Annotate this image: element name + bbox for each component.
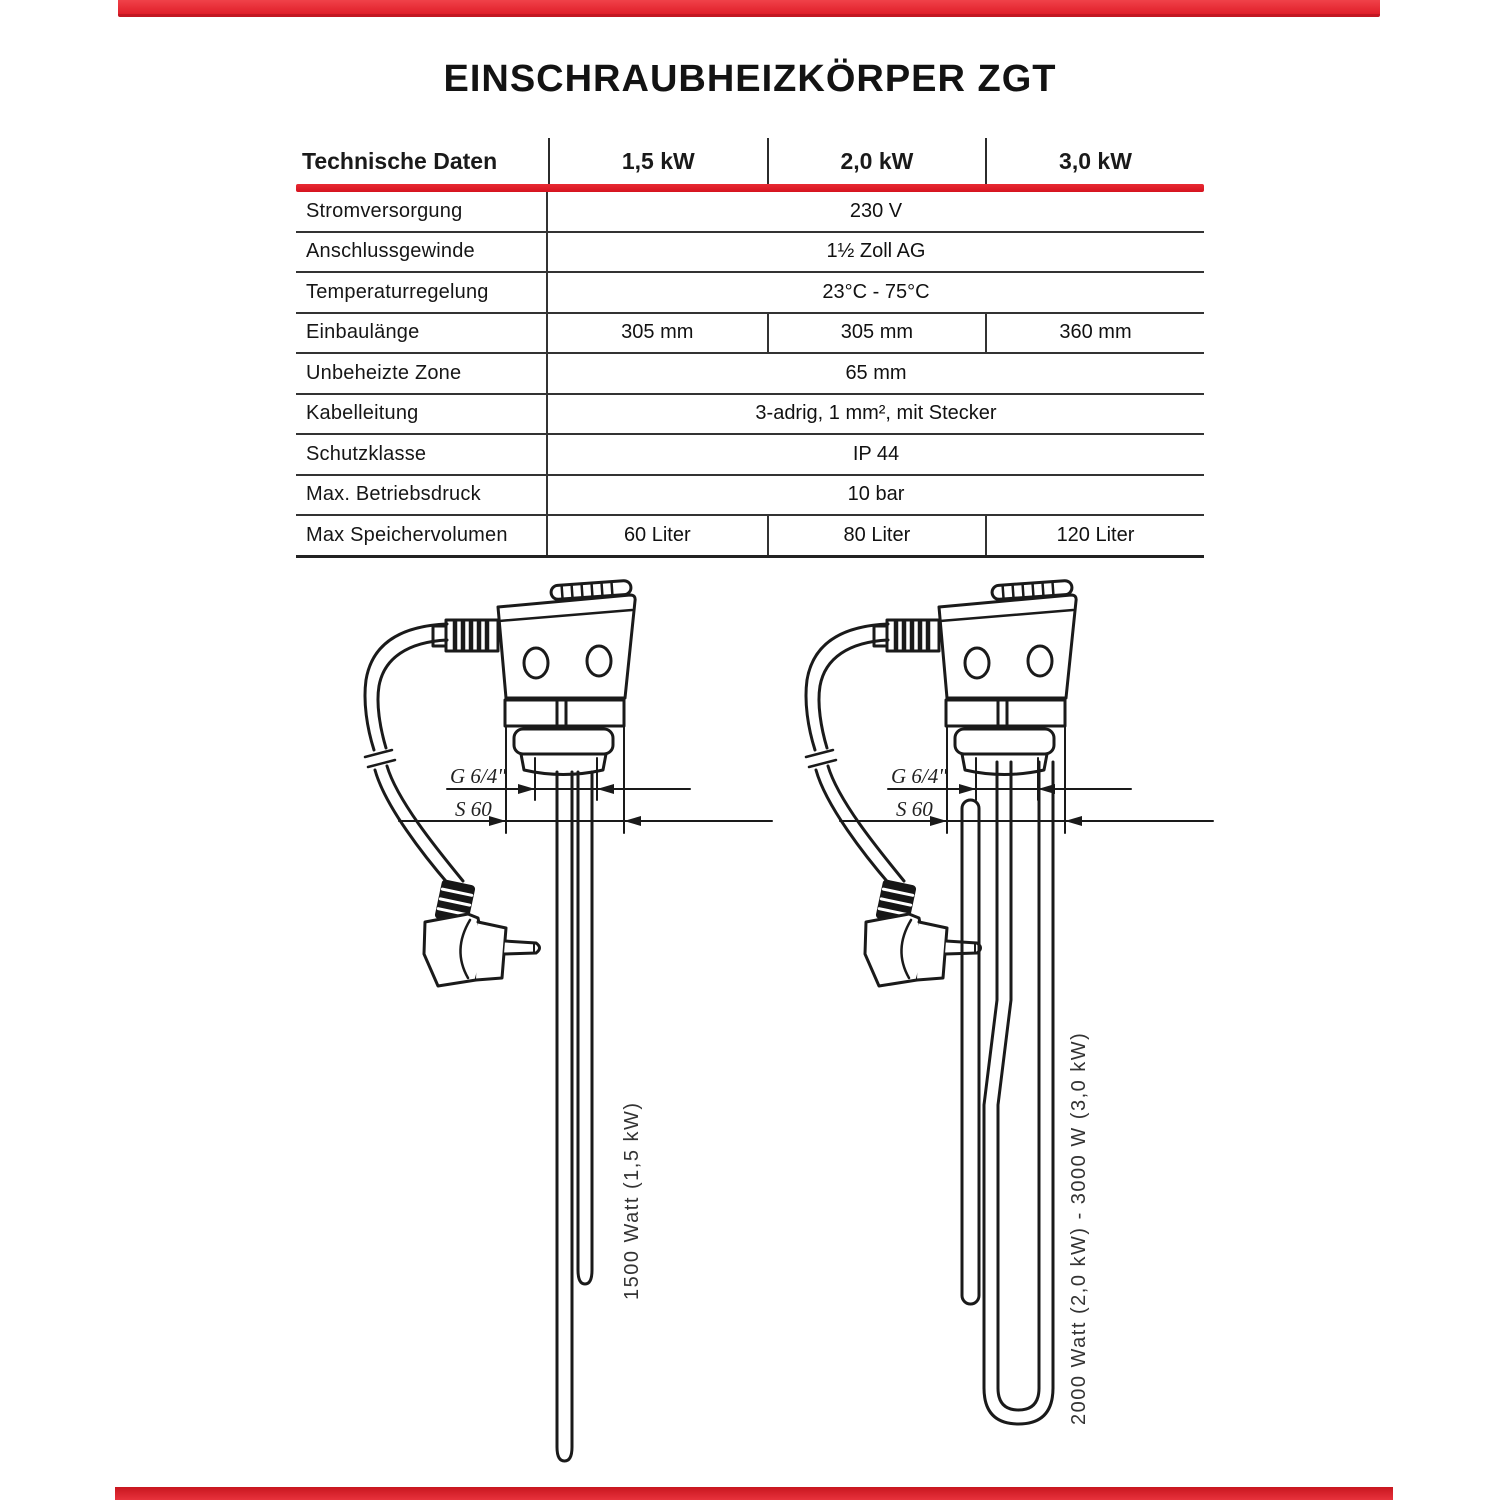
header-col-1-5kw: 1,5 kW <box>548 138 767 184</box>
sensor-tube-right <box>962 800 979 1304</box>
power-label-right: 2000 Watt (2,0 kW) - 3000 W (3,0 kW) <box>1068 1031 1090 1425</box>
row-value: 23°C - 75°C <box>822 280 930 303</box>
thread-dim-label-left: G 6/4" <box>450 764 507 788</box>
header-red-rule <box>296 184 1204 192</box>
technical-drawings <box>0 540 1500 1500</box>
hex-dim-label-left: S 60 <box>455 797 492 821</box>
row-label: Kabelleitung <box>296 395 548 434</box>
row-value-3-0kw: 360 mm <box>985 314 1204 353</box>
power-label-left: 1500 Watt (1,5 kW) <box>621 1101 643 1300</box>
header-technische-daten: Technische Daten <box>302 147 498 174</box>
row-value: 230 V <box>849 199 903 222</box>
row-value: 65 mm <box>845 361 907 384</box>
sensor-tube-left <box>578 772 592 1284</box>
row-label: Stromversorgung <box>296 192 548 231</box>
row-value: IP 44 <box>852 442 900 465</box>
table-row <box>296 395 1204 436</box>
header-col-3-0kw: 3,0 kW <box>985 138 1204 184</box>
heating-rod-right <box>962 762 1053 1424</box>
table-row <box>296 476 1204 517</box>
bottom-red-bar <box>115 1487 1393 1500</box>
row-label: Max. Betriebsdruck <box>296 476 548 515</box>
row-value-2-0kw: 305 mm <box>767 314 986 353</box>
table-row <box>296 354 1204 395</box>
table-row <box>296 314 1204 355</box>
row-label: Temperaturregelung <box>296 273 548 312</box>
table-row <box>296 233 1204 274</box>
thread-dim-label-right: G 6/4" <box>891 764 948 788</box>
gland-endcap <box>433 626 446 646</box>
table-header-row <box>296 138 1204 184</box>
row-label: Unbeheizte Zone <box>296 354 548 393</box>
row-value-1-5kw: 305 mm <box>621 321 694 344</box>
power-cable <box>365 624 463 886</box>
flange-collar <box>514 729 613 754</box>
row-value-3-0kw: 120 Liter <box>985 516 1204 555</box>
top-red-bar <box>118 0 1380 17</box>
row-value: 1½ Zoll AG <box>826 240 926 263</box>
table-row <box>296 435 1204 476</box>
row-value: 10 bar <box>847 483 905 506</box>
schuko-plug <box>424 914 540 986</box>
row-label: Max Speichervolumen <box>296 516 548 555</box>
row-label: Einbaulänge <box>296 314 548 353</box>
technical-data-table <box>296 138 1204 558</box>
header-col-2-0kw: 2,0 kW <box>767 138 986 184</box>
row-value-2-0kw: 80 Liter <box>767 516 986 555</box>
row-value-1-5kw: 60 Liter <box>623 523 691 546</box>
row-label: Anschlussgewinde <box>296 233 548 272</box>
table-row <box>296 273 1204 314</box>
screw-hole <box>524 648 548 678</box>
table-row <box>296 192 1204 233</box>
hex-dim-label-right: S 60 <box>896 797 933 821</box>
row-value: 3-adrig, 1 mm², mit Stecker <box>755 402 997 425</box>
screw-hole <box>587 646 611 676</box>
heating-rod-left <box>557 772 592 1461</box>
page-title: EINSCHRAUBHEIZKÖRPER ZGT <box>443 58 1057 100</box>
row-label: Schutzklasse <box>296 435 548 474</box>
u-bend <box>984 1388 1053 1424</box>
